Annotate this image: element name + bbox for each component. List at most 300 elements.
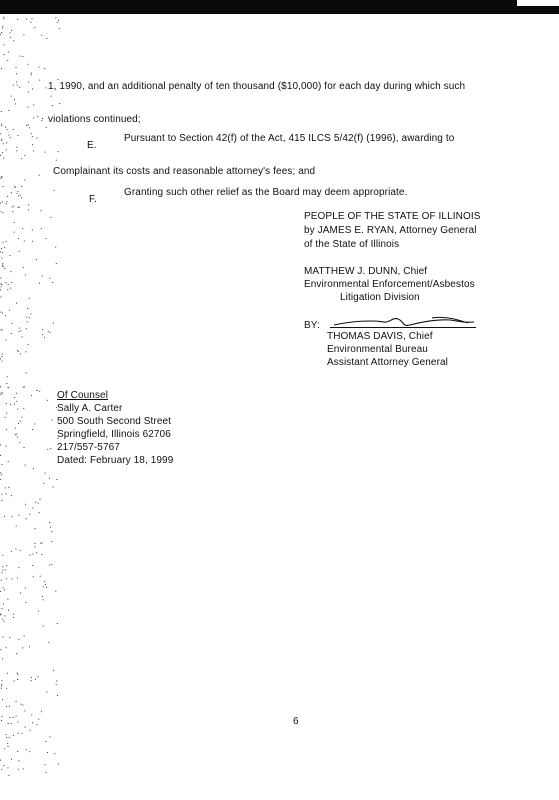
speckle-dot	[18, 760, 19, 761]
speckle-dot	[46, 772, 47, 773]
speckle-dot	[1, 474, 2, 475]
speckle-dot	[45, 584, 46, 585]
speckle-dot	[1, 125, 2, 126]
speckle-dot	[18, 515, 19, 516]
speckle-dot	[1, 32, 2, 33]
speckle-dot	[9, 706, 10, 707]
speckle-dot	[36, 259, 37, 260]
speckle-dot	[37, 138, 38, 139]
speckle-dot	[28, 209, 29, 210]
speckle-dot	[0, 591, 1, 592]
speckle-dot	[21, 186, 22, 187]
speckle-dot	[1, 356, 2, 357]
speckle-dot	[7, 289, 8, 290]
speckle-dot	[58, 20, 59, 21]
speckle-dot	[56, 263, 57, 264]
speckle-dot	[6, 142, 7, 143]
speckle-dot	[33, 118, 34, 119]
speckle-dot	[8, 51, 9, 52]
speckle-dot	[0, 455, 1, 456]
sig-dunn: MATTHEW J. DUNN, Chief	[304, 266, 428, 277]
speckle-dot	[1, 580, 2, 581]
speckle-dot	[40, 543, 41, 544]
speckle-dot	[13, 735, 14, 736]
sig-division-1: Environmental Enforcement/Asbestos	[304, 279, 475, 290]
speckle-dot	[1, 329, 2, 330]
speckle-dot	[31, 133, 32, 134]
speckle-dot	[32, 144, 33, 145]
speckle-dot	[11, 192, 12, 193]
speckle-dot	[18, 331, 19, 332]
speckle-dot	[22, 336, 23, 337]
speckle-dot	[0, 386, 1, 387]
sig-division-2: Litigation Division	[340, 292, 420, 303]
speckle-dot	[0, 614, 1, 615]
speckle-dot	[10, 404, 11, 405]
speckle-dot	[4, 516, 5, 517]
speckle-dot	[11, 551, 12, 552]
speckle-dot	[2, 716, 3, 717]
speckle-dot	[18, 238, 19, 239]
speckle-dot	[22, 56, 23, 57]
speckle-dot	[2, 201, 3, 202]
speckle-dot	[17, 673, 18, 674]
speckle-dot	[56, 681, 57, 682]
speckle-dot	[5, 569, 6, 570]
speckle-dot	[30, 314, 31, 315]
speckle-dot	[1, 297, 2, 298]
speckle-dot	[18, 207, 19, 208]
speckle-dot	[8, 487, 9, 488]
speckle-dot	[36, 552, 37, 553]
speckle-dot	[31, 73, 32, 74]
speckle-dot	[27, 308, 28, 309]
speckle-dot	[52, 420, 53, 421]
speckle-dot	[39, 283, 40, 284]
speckle-dot	[45, 473, 46, 474]
speckle-dot	[0, 34, 1, 35]
speckle-dot	[6, 403, 7, 404]
speckle-dot	[16, 434, 17, 435]
speckle-dot	[4, 247, 5, 248]
speckle-dot	[0, 472, 1, 473]
speckle-dot	[40, 210, 41, 211]
speckle-dot	[0, 133, 1, 134]
speckle-dot	[40, 499, 41, 500]
speckle-dot	[11, 516, 12, 517]
speckle-dot	[2, 619, 3, 620]
body-line-1: 1, 1990, and an additional penalty of ten thousand ($10,000) for each day during which such	[48, 81, 466, 92]
speckle-dot	[51, 96, 52, 97]
speckle-dot	[49, 478, 50, 479]
speckle-dot	[7, 376, 8, 377]
speckle-dot	[11, 30, 12, 31]
speckle-dot	[22, 228, 23, 229]
speckle-dot	[30, 730, 31, 731]
speckle-dot	[2, 658, 3, 659]
speckle-dot	[32, 229, 33, 230]
speckle-dot	[28, 124, 29, 125]
speckle-dot	[52, 105, 53, 106]
speckle-dot	[44, 68, 45, 69]
speckle-dot	[1, 688, 2, 689]
speckle-dot	[25, 587, 26, 588]
speckle-dot	[18, 195, 19, 196]
speckle-dot	[9, 637, 10, 638]
speckle-dot	[1, 464, 2, 465]
speckle-dot	[52, 282, 53, 283]
handwritten-signature	[332, 311, 482, 331]
speckle-dot	[31, 74, 32, 75]
speckle-dot	[1, 686, 2, 687]
speckle-dot	[10, 288, 11, 289]
speckle-dot	[3, 242, 4, 243]
speckle-dot	[44, 337, 45, 338]
speckle-dot	[6, 203, 7, 204]
speckle-dot	[56, 684, 57, 685]
speckle-dot	[8, 723, 9, 724]
speckle-dot	[2, 555, 3, 556]
speckle-dot	[2, 26, 3, 27]
speckle-dot	[10, 137, 11, 138]
speckle-dot	[17, 679, 18, 680]
speckle-dot	[33, 468, 34, 469]
speckle-dot	[23, 387, 24, 388]
speckle-dot	[6, 383, 7, 384]
speckle-dot	[38, 719, 39, 720]
speckle-dot	[41, 228, 42, 229]
speckle-dot	[1, 140, 2, 141]
speckle-dot	[56, 479, 57, 480]
speckle-dot	[35, 528, 36, 529]
speckle-dot	[31, 395, 32, 396]
speckle-dot	[13, 129, 14, 130]
speckle-dot	[11, 759, 12, 760]
speckle-dot	[6, 734, 7, 735]
speckle-dot	[14, 99, 15, 100]
counsel-heading: Of Counsel	[57, 390, 109, 401]
speckle-dot	[29, 298, 30, 299]
speckle-dot	[47, 752, 48, 753]
speckle-dot	[6, 493, 7, 494]
speckle-dot	[21, 704, 22, 705]
speckle-dot	[6, 201, 7, 202]
speckle-dot	[9, 32, 10, 33]
speckle-dot	[34, 27, 35, 28]
speckle-dot	[30, 22, 31, 23]
speckle-dot	[17, 85, 18, 86]
body-line-2: violations continued;	[48, 114, 141, 125]
speckle-dot	[53, 323, 54, 324]
speckle-dot	[0, 445, 1, 446]
speckle-dot	[46, 87, 47, 88]
speckle-dot	[12, 323, 13, 324]
speckle-dot	[27, 321, 28, 322]
speckle-dot	[58, 151, 59, 152]
speckle-dot	[22, 417, 23, 418]
speckle-dot	[0, 358, 1, 359]
speckle-dot	[1, 769, 2, 770]
speckle-dot	[10, 255, 11, 256]
speckle-dot	[0, 312, 1, 313]
speckle-dot	[39, 512, 40, 513]
counsel-phone: 217/557-5767	[57, 442, 120, 453]
speckle-dot	[38, 503, 39, 504]
speckle-dot	[24, 447, 25, 448]
item-f-text: Granting such other relief as the Board may deem appropriate.	[124, 187, 408, 198]
speckle-dot	[25, 504, 26, 505]
speckle-dot	[5, 282, 6, 283]
speckle-dot	[25, 727, 26, 728]
speckle-dot	[46, 38, 47, 39]
speckle-dot	[9, 775, 10, 776]
speckle-dot	[50, 737, 51, 738]
speckle-dot	[0, 203, 1, 204]
speckle-dot	[14, 222, 15, 223]
body-line-4: Complainant its costs and reasonable attorney's fees; and	[53, 166, 316, 177]
speckle-dot	[9, 737, 10, 738]
speckle-dot	[39, 175, 40, 176]
speckle-dot	[43, 599, 44, 600]
speckle-dot	[4, 589, 5, 590]
speckle-dot	[16, 393, 17, 394]
speckle-dot	[32, 136, 33, 137]
speckle-dot	[25, 274, 26, 275]
item-e-text: Pursuant to Section 42(f) of the Act, 415 ILCS 5/42(f) (1996), awarding to	[124, 133, 455, 144]
speckle-dot	[2, 572, 3, 573]
speckle-dot	[33, 576, 34, 577]
speckle-dot	[17, 437, 18, 438]
speckle-dot	[0, 614, 1, 615]
item-f-letter: F.	[89, 194, 97, 205]
speckle-dot	[17, 722, 18, 723]
speckle-dot	[2, 354, 3, 355]
speckle-dot	[24, 241, 25, 242]
speckle-dot	[1, 111, 2, 112]
speckle-dot	[11, 723, 12, 724]
page-number: 6	[293, 716, 299, 727]
speckle-dot	[42, 542, 43, 543]
speckle-dot	[22, 733, 23, 734]
speckle-dot	[16, 147, 17, 148]
speckle-dot	[1, 176, 2, 177]
speckle-dot	[2, 313, 3, 314]
speckle-dot	[16, 401, 17, 402]
speckle-dot	[54, 753, 55, 754]
speckle-dot	[6, 737, 7, 738]
speckle-dot	[12, 578, 13, 579]
speckle-dot	[16, 150, 17, 151]
speckle-dot	[46, 127, 47, 128]
speckle-dot	[10, 37, 11, 38]
speckle-dot	[22, 705, 23, 706]
speckle-dot	[4, 621, 5, 622]
speckle-dot	[26, 317, 27, 318]
speckle-dot	[49, 565, 50, 566]
speckle-dot	[39, 80, 40, 81]
speckle-dot	[45, 238, 46, 239]
speckle-dot	[15, 187, 16, 188]
speckle-dot	[59, 103, 60, 104]
speckle-dot	[3, 17, 4, 18]
speckle-dot	[49, 332, 50, 333]
speckle-dot	[43, 626, 44, 627]
speckle-dot	[0, 155, 1, 156]
speckle-dot	[16, 82, 17, 83]
speckle-dot	[8, 284, 9, 285]
speckle-dot	[8, 110, 9, 111]
speckle-dot	[2, 330, 3, 331]
speckle-dot	[48, 642, 49, 643]
speckle-dot	[19, 328, 20, 329]
speckle-dot	[11, 96, 12, 97]
speckle-dot	[41, 711, 42, 712]
speckle-dot	[19, 207, 20, 208]
speckle-dot	[6, 446, 7, 447]
speckle-dot	[47, 449, 48, 450]
speckle-dot	[32, 18, 33, 19]
speckle-dot	[5, 417, 6, 418]
speckle-dot	[8, 461, 9, 462]
speckle-dot	[37, 390, 38, 391]
speckle-dot	[1, 211, 2, 212]
speckle-dot	[15, 434, 16, 435]
speckle-dot	[5, 127, 6, 128]
speckle-dot	[2, 265, 3, 266]
speckle-dot	[5, 315, 6, 316]
speckle-dot	[4, 44, 5, 45]
speckle-dot	[14, 404, 15, 405]
speckle-dot	[24, 635, 25, 636]
speckle-dot	[43, 483, 44, 484]
speckle-dot	[20, 550, 21, 551]
speckle-dot	[1, 286, 2, 287]
speckle-dot	[50, 278, 51, 279]
speckle-dot	[1, 248, 2, 249]
speckle-dot	[14, 232, 15, 233]
speckle-dot	[42, 334, 43, 335]
speckle-dot	[34, 543, 35, 544]
speckle-dot	[23, 267, 24, 268]
speckle-dot	[13, 617, 14, 618]
speckle-dot	[50, 217, 51, 218]
speckle-dot	[2, 570, 3, 571]
speckle-dot	[35, 679, 36, 680]
speckle-dot	[19, 442, 20, 443]
speckle-dot	[13, 206, 14, 207]
speckle-dot	[17, 193, 18, 194]
speckle-dot	[10, 271, 11, 272]
speckle-dot	[57, 695, 58, 696]
speckle-dot	[26, 19, 27, 20]
speckle-dot	[20, 330, 21, 331]
speckle-dot	[5, 487, 6, 488]
speckle-dot	[47, 400, 48, 401]
speckle-dot	[2, 263, 3, 264]
speckle-dot	[33, 105, 34, 106]
speckle-dot	[7, 673, 8, 674]
speckle-dot	[44, 764, 45, 765]
speckle-dot	[55, 591, 56, 592]
speckle-dot	[6, 149, 7, 150]
speckle-dot	[16, 549, 17, 550]
speckle-dot	[8, 387, 9, 388]
speckle-dot	[6, 565, 7, 566]
speckle-dot	[1, 124, 2, 125]
speckle-dot	[18, 733, 19, 734]
speckle-dot	[31, 680, 32, 681]
speckle-dot	[9, 310, 10, 311]
speckle-dot	[42, 118, 43, 119]
speckle-dot	[17, 409, 18, 410]
speckle-dot	[20, 195, 21, 196]
speckle-dot	[55, 247, 56, 248]
speckle-dot	[57, 79, 58, 80]
speckle-dot	[58, 764, 59, 765]
speckle-dot	[41, 120, 42, 121]
speckle-dot	[26, 749, 27, 750]
speckle-dot	[19, 87, 20, 88]
speckle-dot	[33, 554, 34, 555]
speckle-dot	[17, 19, 18, 20]
speckle-dot	[4, 615, 5, 616]
speckle-dot	[13, 717, 14, 718]
speckle-dot	[28, 64, 29, 65]
speckle-dot	[32, 508, 33, 509]
speckle-dot	[3, 158, 4, 159]
speckle-dot	[37, 724, 38, 725]
speckle-dot	[50, 448, 51, 449]
speckle-dot	[1, 684, 2, 685]
speckle-dot	[7, 60, 8, 61]
speckle-dot	[11, 333, 12, 334]
speckle-dot	[16, 67, 17, 68]
speckle-dot	[20, 353, 21, 354]
speckle-dot	[3, 18, 4, 19]
speckle-dot	[32, 88, 33, 89]
sig-by-label: BY:	[304, 320, 320, 331]
speckle-dot	[55, 17, 56, 18]
speckle-dot	[32, 429, 33, 430]
speckle-dot	[13, 614, 14, 615]
speckle-dot	[17, 578, 18, 579]
speckle-dot	[29, 127, 30, 128]
speckle-dot	[57, 22, 58, 23]
speckle-dot	[19, 251, 20, 252]
speckle-dot	[2, 252, 3, 253]
speckle-dot	[32, 565, 33, 566]
speckle-dot	[30, 555, 31, 556]
speckle-dot	[4, 268, 5, 269]
speckle-dot	[54, 190, 55, 191]
speckle-dot	[32, 722, 33, 723]
speckle-dot	[26, 351, 27, 352]
speckle-dot	[53, 670, 54, 671]
item-e-letter: E.	[87, 140, 97, 151]
speckle-dot	[50, 527, 51, 528]
speckle-dot	[1, 494, 2, 495]
speckle-dot	[8, 135, 9, 136]
speckle-dot	[24, 155, 25, 156]
speckle-dot	[43, 586, 44, 587]
speckle-dot	[41, 35, 42, 36]
speckle-dot	[51, 564, 52, 565]
speckle-dot	[26, 373, 27, 374]
speckle-dot	[41, 554, 42, 555]
speckle-dot	[12, 207, 13, 208]
speckle-dot	[26, 125, 27, 126]
speckle-dot	[20, 593, 21, 594]
